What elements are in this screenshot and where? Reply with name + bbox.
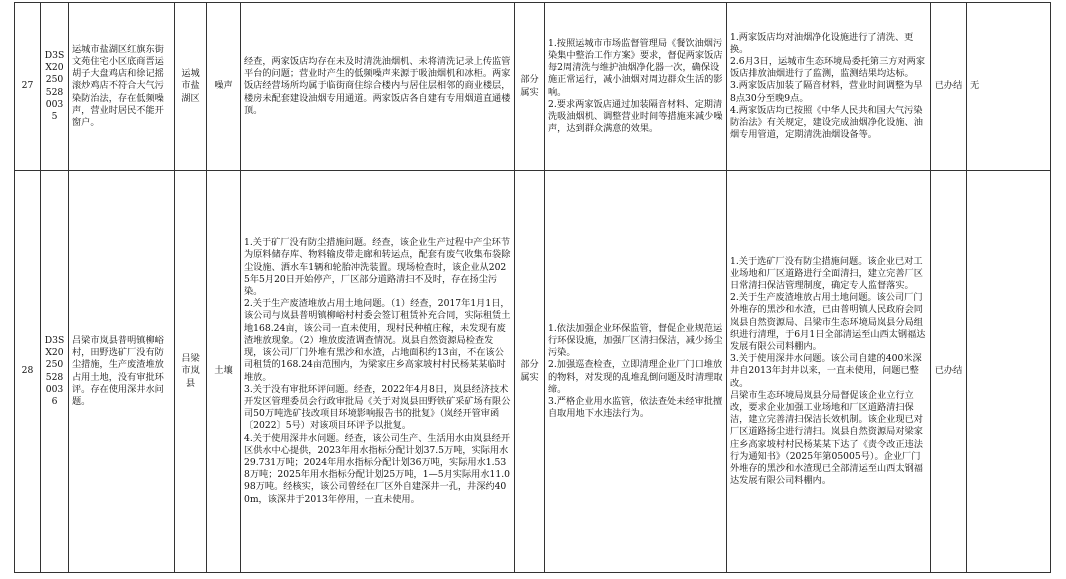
measure-paragraph: 2.加强巡查检查，立即清理企业厂门口堆放的物料，对发现的乱堆乱倒问题及时清理取缔。: [548, 359, 723, 395]
table-row: [15, 3, 1051, 171]
handling-measures: [545, 171, 727, 573]
finding-paragraph: 经查，两家饭店均存在未及时清洗油烟机、未将清洗记录上传监管平台的问题；营业时产生的低频噪声来源于吸油烟机和冰柜。两家饭店经营场所均属于临街商住综合楼内与居住层相邻的商业楼层，楼房未配套建设油烟专用通道。两家饭店各自建有专用烟道直通楼顶。: [244, 55, 511, 116]
case-code: D3SX202505280036: [41, 171, 69, 573]
measure-paragraph: 1.按照运城市市场监督管理局《餐饮油烟污染集中整治工作方案》要求，督促两家饭店每2周清洗与维护油烟净化器一次，确保设施正常运行，减小油烟对周边群众生活的影响。: [548, 37, 723, 98]
location: 运城市盐湖区: [175, 3, 207, 171]
case-table: [14, 2, 1051, 573]
status: 已办结: [931, 3, 967, 171]
location: 吕梁市岚县: [175, 171, 207, 573]
result-paragraph: 吕梁市生态环境局岚县分局督促该企业立行立改，要求企业加强工业场地和厂区道路清扫保洁，建立完善清扫保洁长效机制。该企业现已对厂区道路扬尘进行清扫。岚县自然资源局对梁家庄乡高家坡村村民杨某某下达了《责令改正违法行为通知书》（2025年第05005号）。企业厂门外堆存的黑沙和水渣现已全部清运至山西太钢福达发展有限公司料棚内。: [730, 389, 923, 487]
row-number: 28: [15, 171, 41, 573]
result-paragraph: 3.两家饭店加装了隔音材料，营业时间调整为早8点30分至晚9点。: [730, 80, 923, 104]
result-paragraph: 2.关于生产废渣堆放占用土地问题。该公司厂门外堆存的黑沙和水渣，已由普明镇人民政府会同岚县自然资源局、吕梁市生态环境局岚县分局组织进行清理，于6月1日全部清运至山西太钢福达发展有限公司料棚内。: [730, 292, 926, 352]
pollution-type: 噪声: [207, 3, 241, 171]
measure-paragraph: 1.依法加强企业环保监管，督促企业规范运行环保设施，加强厂区清扫保洁，减少扬尘污染。: [548, 322, 723, 359]
table-row: [15, 171, 1051, 573]
finding-paragraph: 2.关于生产废渣堆放占用土地问题。（1）经查，2017年1月1日，该公司与岚县普明镇柳峪村村委会签订租赁补充合同，实际租赁土地168.24亩，该公司一直未使用，现村民种植庄稼，未发现有废渣堆放现象。（2）堆放废渣调查情况。岚县自然资源局检查发现，该公司厂门外堆有黑沙和水渣，占地面积约13亩，不在该公司租赁的168.24亩范围内，为梁家庄乡高家坡村村民杨某某临时堆放。: [244, 298, 511, 383]
accountability: [967, 171, 1051, 573]
finding-paragraph: 4.关于使用深井水问题。经查，该公司生产、生活用水由岚县经开区供水中心提供，2023年用水指标分配计划37.5万吨，实际用水29.731万吨；2024年用水指标分配计划36万吨，实际用水1.538万吨；2025年用水指标分配计划25万吨，1—5月实际用水11.098万吨。经核实，该公司曾经在厂区外自建深井一孔，井深约400m，该深井于2013年停用，一直未使用。: [244, 432, 511, 505]
result-paragraph: 4.两家饭店均已按照《中华人民共和国大气污染防治法》有关规定，建设完成油烟净化设施、油烟专用管道，定期清洗油烟设备等。: [730, 104, 923, 141]
case-code: D3SX202505280035: [41, 3, 69, 171]
complaint-content: 吕梁市岚县普明镇柳峪村，田野选矿厂没有防尘措施，生产废渣堆放占用土地，没有审批环评。存在使用深井水问题。: [69, 171, 175, 573]
finding-paragraph: 1.关于矿厂没有防尘措施问题。经查，该企业生产过程中产尘环节为原料储存库、物料输皮带走廊和转运点，配套有废气收集布袋除尘设施、洒水车1辆和轮胎冲洗装置。现场检查时，该企业从2025年5月20日开始停产，厂区部分道路清扫不及时，存在扬尘污染。: [244, 237, 511, 298]
finding-paragraph: 3.关于没有审批环评问题。经查，2022年4月8日，岚县经济技术开发区管理委员会行政审批局《关于对岚县田野铁矿采矿场有限公司50万吨选矿技改项目环境影响报告书的批复》（岚经开管审函〔2022〕5号）对该项目环评予以批复。: [244, 383, 511, 432]
verdict: 部分属实: [515, 3, 545, 171]
row-number: 27: [15, 3, 41, 171]
pollution-type: 土壤: [207, 171, 241, 573]
handling-measures: [545, 3, 727, 171]
result-paragraph: 3.关于使用深井水问题。该公司自建的400米深井自2013年封井以来，一直未使用，问题已整改。: [730, 353, 922, 389]
result-paragraph: 1.关于选矿厂没有防尘措施问题。该企业已对工业场地和厂区道路进行全面清扫，建立完善厂区日常清扫保洁管理制度，确定专人监督落实。: [730, 255, 923, 291]
verdict: 部分属实: [515, 171, 545, 573]
accountability: 无: [967, 3, 1051, 171]
result-paragraph: 2.6月3日，运城市生态环境局委托第三方对两家饭店排放油烟进行了监测，监测结果均达标。: [730, 55, 926, 80]
measure-paragraph: 3.严格企业用水监管，依法查处未经审批擅自取用地下水违法行为。: [548, 395, 723, 420]
rectification-results: [727, 171, 931, 573]
investigation-findings: [241, 3, 515, 171]
complaint-content: 运城市盐湖区红旗东街文苑住宅小区底商晋运胡子大盘鸡店和徐记摇滚炒鸡店不符合大气污染防治法，存在低频噪声，营业时居民不能开窗户。: [69, 3, 175, 171]
result-paragraph: 1.两家饭店均对油烟净化设施进行了清洗、更换。: [730, 31, 914, 55]
measure-paragraph: 2.要求两家饭店通过加装隔音材料、定期清洗吸油烟机、调整营业时间等措施来减少噪声，达到群众满意的效果。: [548, 98, 723, 135]
rectification-results: [727, 3, 931, 171]
investigation-findings: [241, 171, 515, 573]
status: 已办结: [931, 171, 967, 573]
